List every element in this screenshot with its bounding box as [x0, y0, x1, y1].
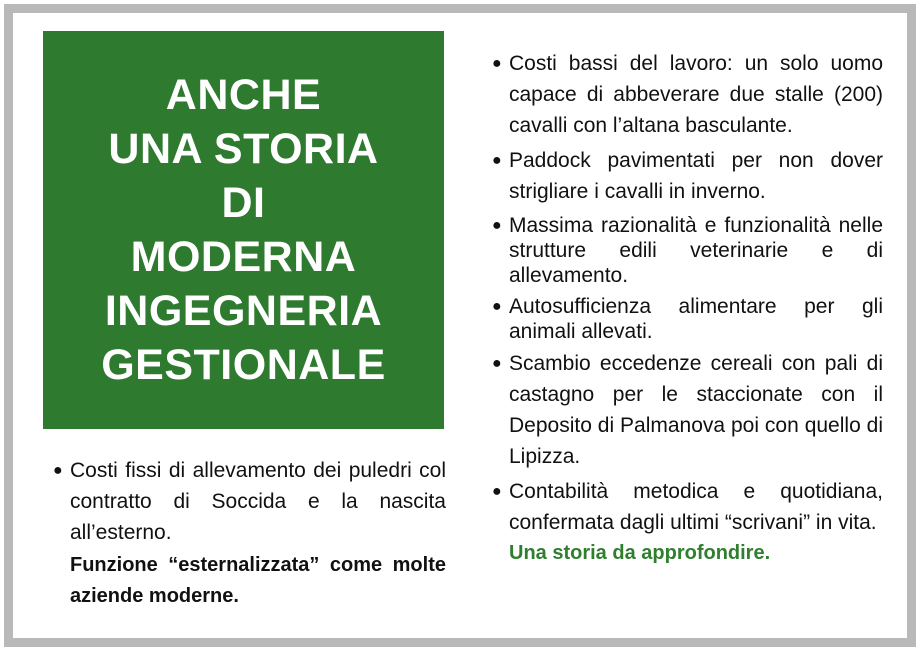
- bullet-icon: ●: [492, 355, 502, 372]
- title-line: ANCHE: [165, 71, 322, 119]
- bullet-icon: ●: [492, 152, 502, 169]
- right-column: [489, 48, 883, 565]
- list-item-text: Costi bassi del lavoro: un solo uomo capace di abbeverare due stalle (200) cavalli con l’altana basculante.: [509, 52, 883, 137]
- title-box: [43, 31, 444, 429]
- list-item-text: Costi fissi di allevamento dei puledri col contratto di Soccida e la nascita all’esterno.: [70, 459, 446, 544]
- title-line: UNA STORIA: [108, 125, 379, 173]
- list-item-text: Scambio eccedenze cereali con pali di castagno per le staccionate con il Deposito di Palmanova poi con quello di Lipizza.: [509, 352, 883, 468]
- list-item: [489, 476, 883, 538]
- list-item: [50, 455, 446, 548]
- list-item-text: Paddock pavimentati per non dover strigliare i cavalli in inverno.: [509, 149, 883, 203]
- list-item: [489, 213, 883, 288]
- bullet-icon: ●: [492, 217, 502, 234]
- slide-title: [101, 68, 386, 392]
- list-item: [489, 145, 883, 207]
- right-bullet-list: [489, 48, 883, 538]
- list-item-text: Autosufficienza alimentare per gli animali allevati.: [509, 295, 883, 343]
- bullet-icon: ●: [492, 298, 502, 315]
- bullet-icon: ●: [492, 483, 502, 500]
- list-item: [489, 348, 883, 472]
- list-item: [489, 294, 883, 344]
- bold-note: Funzione “esternalizzata” come molte aziende moderne.: [70, 554, 446, 607]
- list-item-text: Massima razionalità e funzionalità nelle strutture edili veterinarie e di allevamento.: [509, 214, 883, 287]
- title-line: INGEGNERIA: [104, 287, 383, 335]
- bullet-icon: ●: [492, 55, 502, 72]
- list-item: [489, 48, 883, 141]
- list-item-text: Contabilità metodica e quotidiana, confermata dagli ultimi “scrivani” in vita.: [509, 480, 883, 534]
- closing-note: Una storia da approfondire.: [509, 542, 771, 564]
- title-line: DI: [221, 179, 266, 227]
- title-line: GESTIONALE: [101, 341, 386, 389]
- left-column: [50, 455, 446, 612]
- bullet-icon: ●: [53, 462, 63, 479]
- left-bullet-list: [50, 455, 446, 548]
- title-line: MODERNA: [130, 233, 357, 281]
